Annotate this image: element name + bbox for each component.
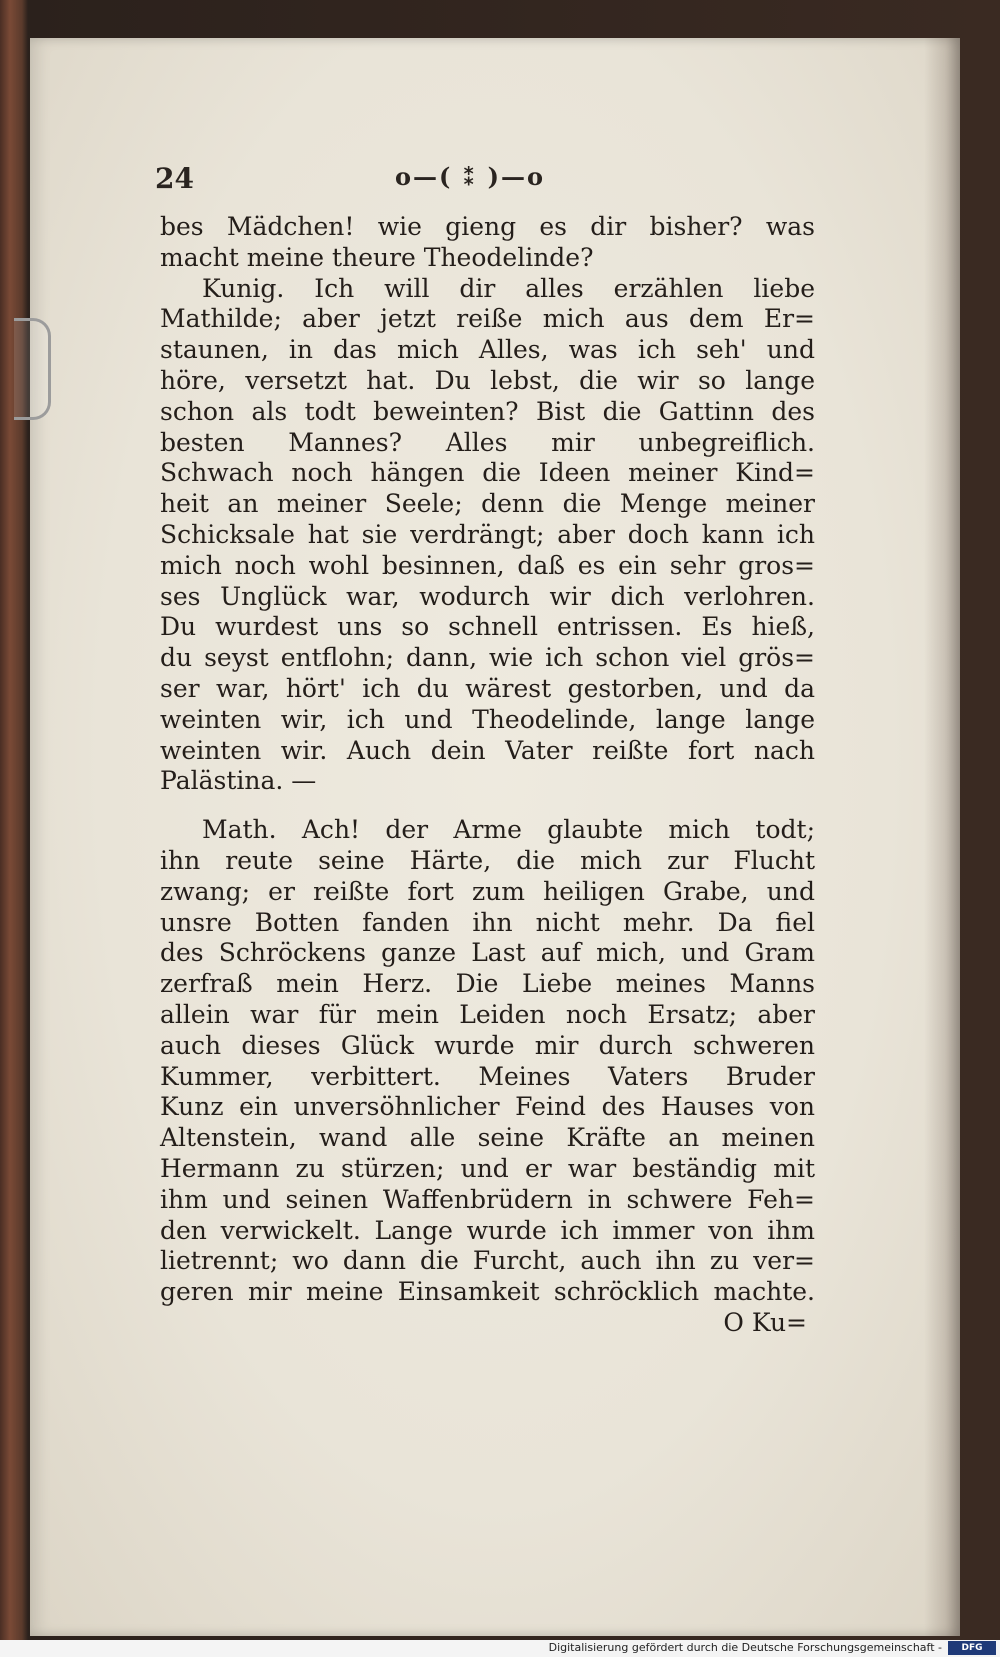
text-line: Hermann zu stürzen; und er war beständig mit bbox=[160, 1153, 815, 1183]
text-line: Kummer, verbittert. Meines Vaters Bruder bbox=[160, 1061, 815, 1091]
text-line: Schwach noch hängen die Ideen meiner Kind= bbox=[160, 458, 815, 488]
text-line: heit an meiner Seele; denn die Menge meiner bbox=[160, 489, 815, 519]
footer-bar bbox=[0, 1640, 1000, 1657]
text-line: ses Unglück war, wodurch wir dich verlohren. bbox=[160, 581, 815, 611]
text-line: Kunz ein unversöhnlicher Feind des Hauses von bbox=[160, 1092, 815, 1122]
page-number: 24 bbox=[155, 162, 194, 195]
page-gutter-shadow bbox=[924, 38, 960, 1636]
paragraph-gap bbox=[160, 797, 815, 815]
text-line: des Schröckens ganze Last auf mich, und Gram bbox=[160, 938, 815, 968]
text-line: du seyst entflohn; dann, wie ich schon viel grös= bbox=[160, 643, 815, 673]
text-line: staunen, in das mich Alles, was ich seh' und bbox=[160, 335, 815, 365]
text-line: schon als todt beweinten? Bist die Gattinn des bbox=[160, 396, 815, 426]
text-line: Palästina. — bbox=[160, 766, 317, 796]
text-line: höre, versetzt hat. Du lebst, die wir so lange bbox=[160, 365, 815, 395]
page-text bbox=[160, 212, 815, 1339]
text-line: geren mir meine Einsamkeit schröcklich machte. bbox=[160, 1277, 815, 1307]
text-line: zerfraß mein Herz. Die Liebe meines Manns bbox=[160, 969, 815, 999]
text-line: weinten wir, ich und Theodelinde, lange lange bbox=[160, 704, 815, 734]
text-line: macht meine theure Theodelinde? bbox=[160, 242, 594, 272]
text-line: Mathilde; aber jetzt reiße mich aus dem Er= bbox=[160, 304, 815, 334]
text-line: bes Mädchen! wie gieng es dir bisher? was bbox=[160, 212, 815, 241]
footer-credit: Digitalisierung gefördert durch die Deutsche Forschungsgemeinschaft - bbox=[548, 1641, 942, 1654]
header-ornament: o—( ⁑ )—o bbox=[395, 162, 545, 191]
text-line: den verwickelt. Lange wurde ich immer von ihm bbox=[160, 1215, 815, 1245]
text-line: ihn reute seine Härte, die mich zur Flucht bbox=[160, 845, 815, 875]
catchword: O Ku= bbox=[723, 1307, 807, 1337]
text-line: mich noch wohl besinnen, daß es ein sehr gros= bbox=[160, 550, 815, 580]
text-line: Schicksale hat sie verdrängt; aber doch kann ich bbox=[160, 519, 815, 549]
text-line: zwang; er reißte fort zum heiligen Grabe, und bbox=[160, 876, 815, 906]
text-line: Kunig. Ich will dir alles erzählen liebe bbox=[202, 273, 815, 303]
page-clip bbox=[14, 318, 51, 420]
text-line: auch dieses Glück wurde mir durch schweren bbox=[160, 1030, 815, 1060]
text-line: lietrennt; wo dann die Furcht, auch ihn zu ver= bbox=[160, 1246, 815, 1276]
text-line: ihm und seinen Waffenbrüdern in schwere Feh= bbox=[160, 1184, 815, 1214]
dfg-logo: DFG bbox=[948, 1641, 996, 1655]
text-line: allein war für mein Leiden noch Ersatz; aber bbox=[160, 999, 815, 1029]
text-line: Math. Ach! der Arme glaubte mich todt; bbox=[202, 815, 815, 845]
text-line: unsre Botten fanden ihn nicht mehr. Da fiel bbox=[160, 907, 815, 937]
text-line: besten Mannes? Alles mir unbegreiflich. bbox=[160, 427, 815, 457]
text-line: ser war, hört' ich du wärest gestorben, und da bbox=[160, 673, 815, 703]
text-line: Altenstein, wand alle seine Kräfte an meinen bbox=[160, 1123, 815, 1153]
text-line: weinten wir. Auch dein Vater reißte fort nach bbox=[160, 735, 815, 765]
text-line: Du wurdest uns so schnell entrissen. Es hieß, bbox=[160, 612, 815, 642]
